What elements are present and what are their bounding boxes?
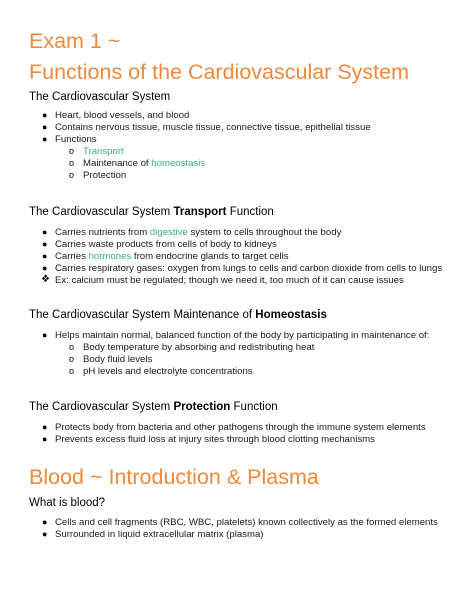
bold-text: Protection <box>173 401 231 413</box>
highlight-text: homeostasis <box>151 158 206 169</box>
diamond-bullet-icon: ❖ <box>41 274 50 285</box>
bullet-icon: ● <box>42 251 48 261</box>
blood-title: Blood ~ Introduction & Plasma <box>29 465 319 489</box>
text-segment: Carries <box>55 251 89 262</box>
bullet-icon: ● <box>42 227 48 237</box>
list-item: Surrounded in liquid extracellular matrix (plasma) <box>55 529 264 540</box>
text-segment: The Cardiovascular System Maintenance of <box>29 309 256 321</box>
bullet-icon: ● <box>42 529 48 539</box>
list-item: Cells and cell fragments (RBC, WBC, platelets) known collectively as the formed elements <box>55 517 438 528</box>
text-segment: system to cells throughout the body <box>187 227 342 238</box>
circle-bullet-icon: o <box>69 366 75 376</box>
homeostasis-heading <box>29 310 327 322</box>
what-is-blood-heading: What is blood? <box>29 497 106 509</box>
bullet-icon: ● <box>42 434 48 444</box>
bullet-icon: ● <box>42 517 48 527</box>
bullet-icon: ● <box>42 422 48 432</box>
sub-list-item: Body temperature by absorbing and redistributing heat <box>83 342 315 353</box>
bullet-icon: ● <box>42 134 48 144</box>
sub-list-item-maintenance <box>83 159 205 169</box>
circle-bullet-icon: o <box>69 146 75 156</box>
list-item: Prevents excess fluid loss at injury sites through blood clotting mechanisms <box>55 434 375 445</box>
text-segment: from endocrine glands to target cells <box>131 251 289 262</box>
circle-bullet-icon: o <box>69 170 75 180</box>
list-item <box>55 252 289 262</box>
bold-text: Homeostasis <box>255 309 327 321</box>
highlight-text: digestive <box>149 227 188 238</box>
bold-text: Transport <box>173 206 227 218</box>
sub-list-item: pH levels and electrolyte concentrations <box>83 366 253 377</box>
text-segment: Function <box>230 401 278 413</box>
text-segment: Function <box>226 206 274 218</box>
text-segment: Carries nutrients from <box>55 227 150 238</box>
bullet-icon: ● <box>42 330 48 340</box>
list-item: Ex: calcium must be regulated; though we need it, too much of it can cause issues <box>55 275 404 286</box>
text-segment: The Cardiovascular System <box>29 206 174 218</box>
circle-bullet-icon: o <box>69 354 75 364</box>
text-segment: Maintenance of <box>83 158 152 169</box>
list-item: Carries respiratory gases: oxygen from lungs to cells and carbon dioxide from cells to lungs <box>55 263 443 274</box>
functions-title: Functions of the Cardiovascular System <box>29 60 409 84</box>
list-item <box>55 228 341 238</box>
text-segment: The Cardiovascular System <box>29 401 174 413</box>
cv-system-heading: The Cardiovascular System <box>29 91 171 103</box>
circle-bullet-icon: o <box>69 158 75 168</box>
list-item: Helps maintain normal, balanced function of the body by participating in maintenance of: <box>55 330 430 341</box>
sub-list-item-transport: Transport <box>83 146 124 157</box>
transport-heading <box>29 207 274 219</box>
highlight-text: hormones <box>88 251 132 262</box>
list-item: Contains nervous tissue, muscle tissue, connective tissue, epithelial tissue <box>55 122 371 133</box>
bullet-icon: ● <box>42 110 48 120</box>
exam-title: Exam 1 ~ <box>29 29 121 53</box>
sub-list-item-protection: Protection <box>83 170 127 181</box>
list-item: Carries waste products from cells of body to kidneys <box>55 239 277 250</box>
list-item: Heart, blood vessels, and blood <box>55 110 190 121</box>
bullet-icon: ● <box>42 239 48 249</box>
list-item: Protects body from bacteria and other pathogens through the immune system elements <box>55 422 426 433</box>
list-item: Functions <box>55 134 97 145</box>
sub-list-item: Body fluid levels <box>83 354 153 365</box>
circle-bullet-icon: o <box>69 342 75 352</box>
bullet-icon: ● <box>42 122 48 132</box>
protection-heading <box>29 402 278 414</box>
bullet-icon: ● <box>42 263 48 273</box>
